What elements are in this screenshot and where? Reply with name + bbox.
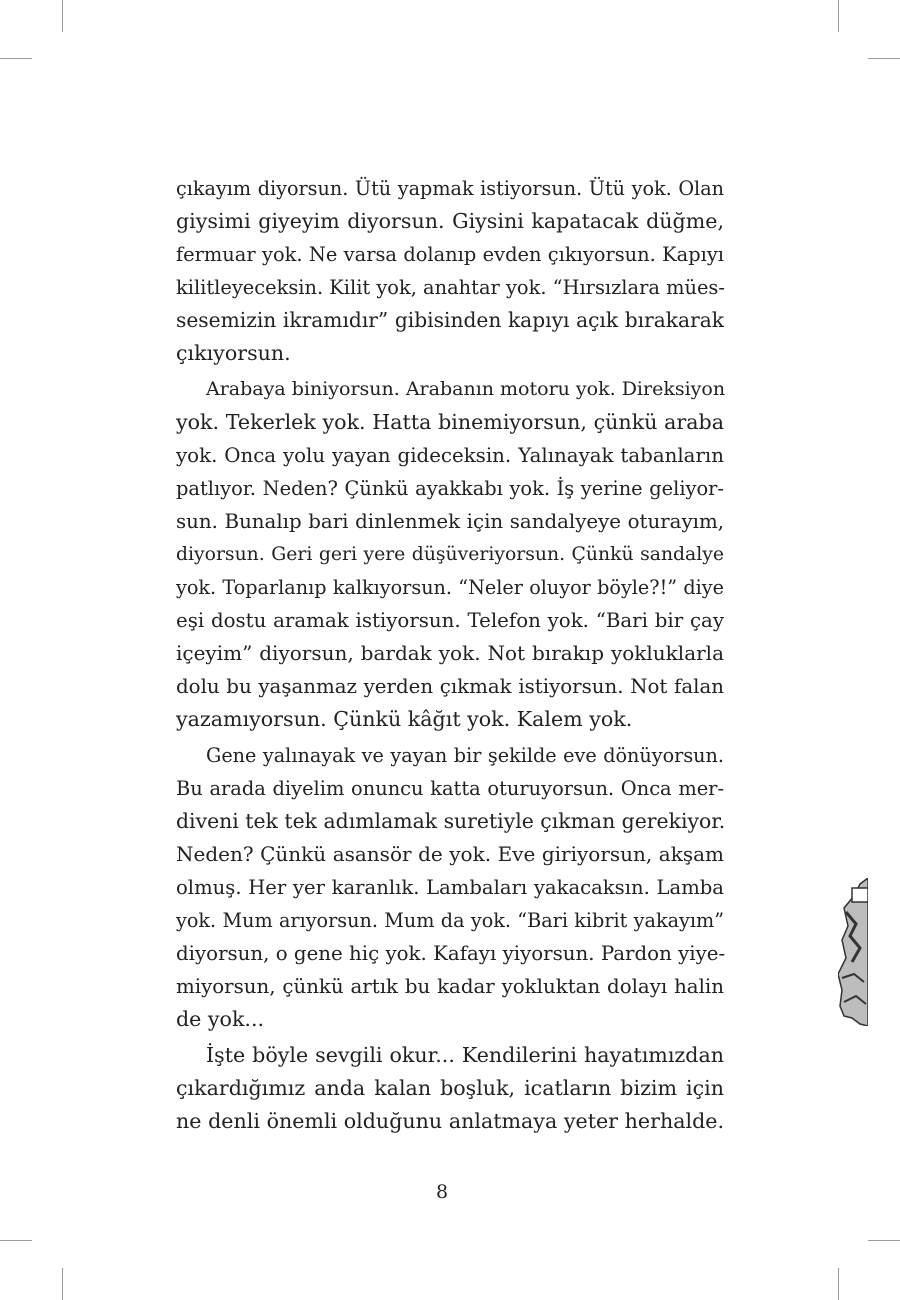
text-line: sesemizin ikramıdır” gibisinden kapıyı açık bırakarak [176,308,724,332]
crop-mark-right-top [868,58,900,59]
crop-mark-top-left [62,0,63,32]
crop-mark-bottom-left [62,1268,63,1300]
text-line: İşte böyle sevgili okur... Kendilerini hayatımızdan [206,1043,724,1067]
page-number: 8 [435,1181,449,1203]
text-line: çıkardığımız anda kalan boşluk, icatların bizim için [176,1076,724,1100]
text-line: diyorsun. Geri geri yere düşüveriyorsun. Çünkü sandalye [176,544,724,565]
text-line: kilitleyeceksin. Kilit yok, anahtar yok. “Hırsızlara mües- [176,276,725,299]
text-line: yok. Toparlanıp kalkıyorsun. “Neler oluyor böyle?!” diye [176,576,724,599]
crop-mark-left-top [0,58,32,59]
text-line: Gene yalınayak ve yayan bir şekilde eve dönüyorsun. [206,744,724,767]
crop-mark-top-right [838,0,839,32]
text-line: çıkıyorsun. [176,341,291,365]
text-line: Bu arada diyelim onuncu katta oturuyorsun. Onca mer- [176,777,724,800]
text-line: yok. Mum arıyorsun. Mum da yok. “Bari kibrit yakayım” [176,909,724,932]
body-text [176,172,724,1141]
text-line: dolu bu yaşanmaz yerden çıkmak istiyorsun. Not falan [176,675,724,698]
text-line: yok. Tekerlek yok. Hatta binemiyorsun, çünkü araba [176,410,724,434]
text-line: eşi dostu aramak istiyorsun. Telefon yok. “Bari bir çay [176,609,724,632]
crop-mark-left-bottom [0,1240,32,1241]
edge-illustration [838,878,868,1026]
text-line: Neden? Çünkü asansör de yok. Eve giriyorsun, akşam [176,842,724,866]
paragraph [176,1039,724,1138]
text-line: ne denli önemli olduğunu anlatmaya yeter herhalde. [176,1109,724,1133]
text-line: yok. Onca yolu yayan gideceksin. Yalınayak tabanların [176,444,724,467]
text-line: Arabaya biniyorsun. Arabanın motoru yok. Direksiyon [206,378,726,400]
text-line: diveni tek tek adımlamak suretiyle çıkman gerekiyor. [176,809,726,833]
text-line: fermuar yok. Ne varsa dolanıp evden çıkıyorsun. Kapıyı [176,243,724,266]
text-line: içeyim” diyorsun, bardak yok. Not bırakıp yokluklarla [176,641,724,665]
paragraph [176,373,724,736]
text-line: yazamıyorsun. Çünkü kâğıt yok. Kalem yok. [176,707,633,731]
paragraph [176,739,724,1036]
crop-mark-bottom-right [838,1268,839,1300]
text-line: patlıyor. Neden? Çünkü ayakkabı yok. İş yerine geliyor- [176,477,724,500]
text-line: sun. Bunalıp bari dinlenmek için sandalyeye oturayım, [176,510,724,533]
paragraph [176,172,724,370]
text-line: olmuş. Her yer karanlık. Lambaları yakacaksın. Lamba [176,876,724,899]
text-line: de yok... [176,1007,265,1031]
crop-mark-right-bottom [868,1240,900,1241]
text-line: diyorsun, o gene hiç yok. Kafayı yiyorsun. Pardon yiye- [176,942,726,965]
text-line: çıkayım diyorsun. Ütü yapmak istiyorsun. Ütü yok. Olan [176,177,724,200]
text-line: giysimi giyeyim diyorsun. Giysini kapatacak düğme, [176,209,724,233]
text-line: miyorsun, çünkü artık bu kadar yokluktan dolayı halin [176,975,724,998]
